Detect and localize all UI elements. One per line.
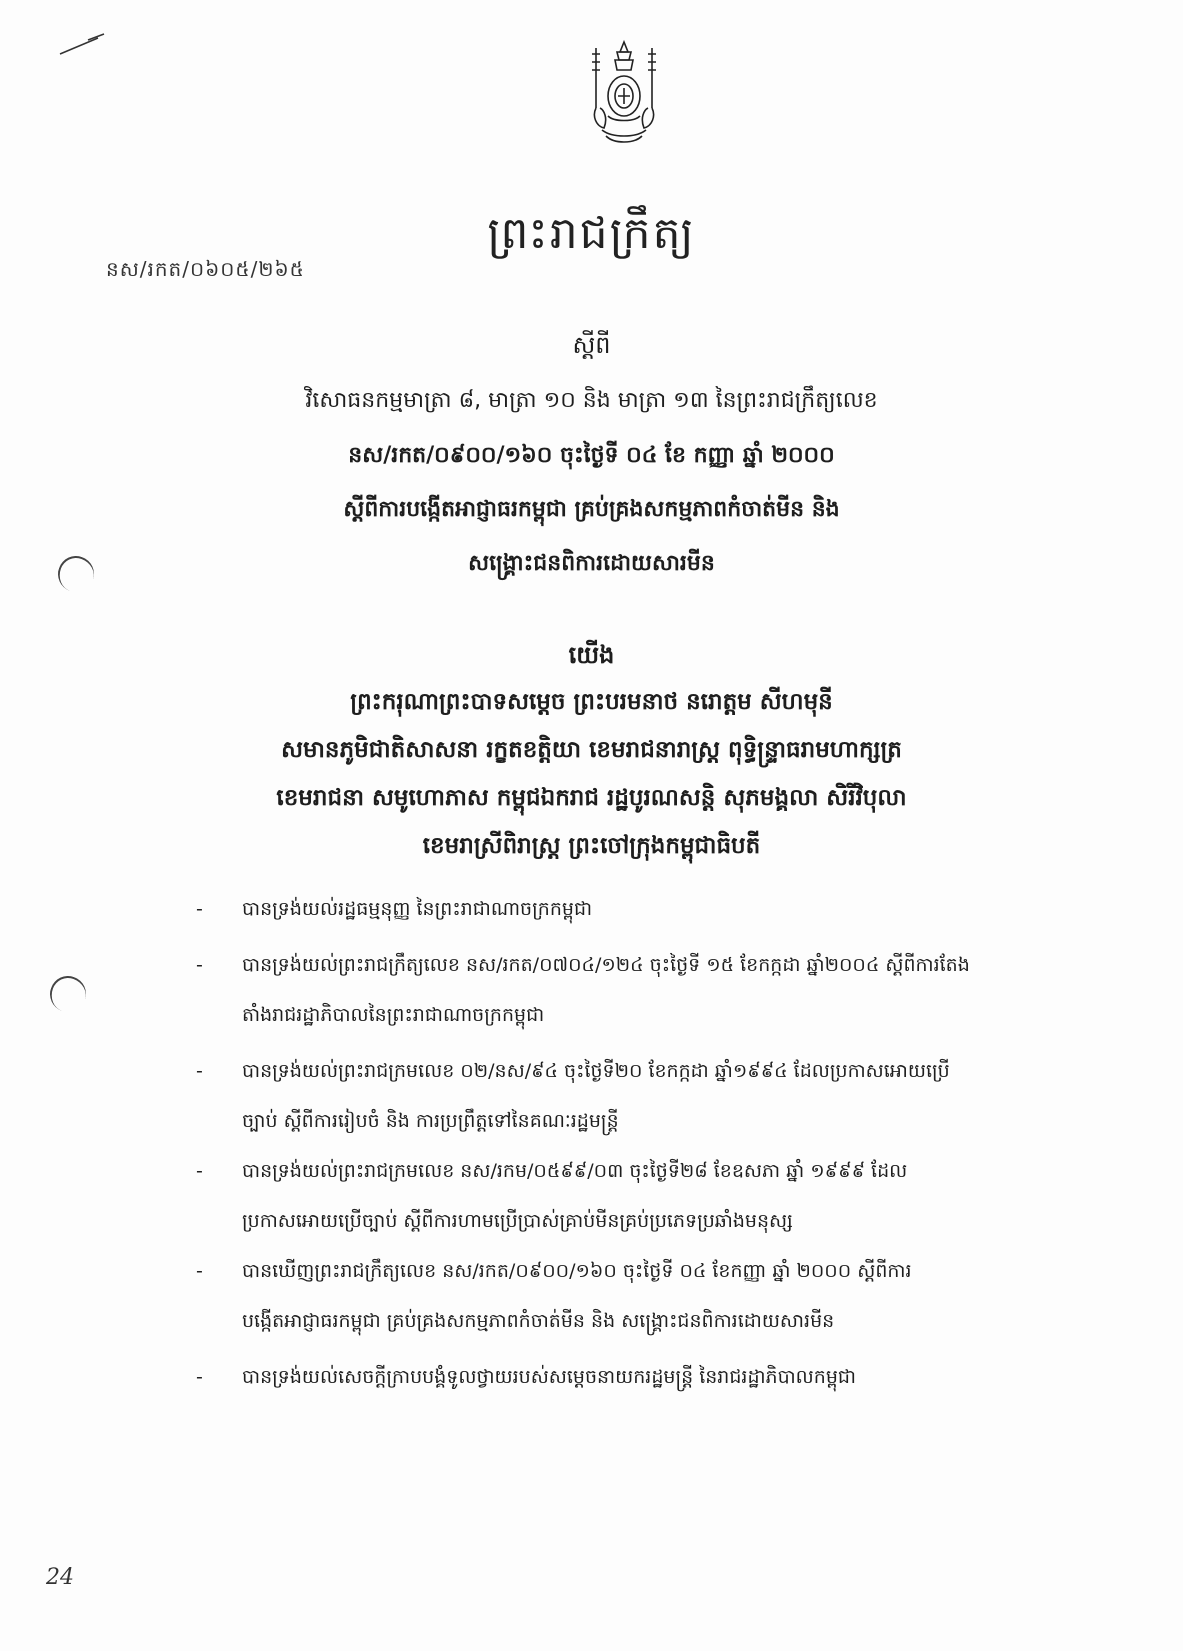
consideration-item xyxy=(196,1146,1088,1246)
consideration-line: បានទ្រង់យល់ព្រះរាជក្រមលេខ ០២/នស/៩៤ ចុះថ្ងៃទី២០ ខែកក្កដា ឆ្នាំ១៩៩៤ ដែលប្រកាសអោយប្រើ xyxy=(242,1060,950,1082)
list-dash: - xyxy=(196,1260,203,1282)
punch-hole-mark xyxy=(45,971,91,1017)
page-marker: 24 xyxy=(46,1565,74,1590)
consideration-line: បានទ្រង់យល់សេចក្ដីក្រាបបង្គំទូលថ្វាយរបស់សម្ដេចនាយករដ្ឋមន្ត្រី នៃរាជរដ្ឋាភិបាលកម្ពុជា xyxy=(242,1366,856,1388)
subject-line: វិសោធនកម្មមាត្រា ៨, មាត្រា ១០ និង មាត្រា ១៣ នៃព្រះរាជក្រឹត្យលេខ xyxy=(305,388,878,413)
list-dash: - xyxy=(196,898,203,920)
consideration-line: បានឃើញព្រះរាជក្រឹត្យលេខ នស/រកត/០៩០០/១៦០ ចុះថ្ងៃទី ០៤ ខែកញ្ញា ឆ្នាំ ២០០០ ស្ដីពីការ xyxy=(242,1260,912,1282)
reference-number: នស/រកត/០៦០៥/២៦៥ xyxy=(106,257,305,281)
pen-mark-icon xyxy=(58,30,118,60)
subject-line: នស/រកត/០៩០០/១៦០ ចុះថ្ងៃទី ០៤ ខែ កញ្ញា ឆ្នាំ ២០០០ xyxy=(348,443,835,468)
consideration-line: បានទ្រង់យល់រដ្ឋធម្មនុញ្ញ នៃព្រះរាជាណាចក្រកម្ពុជា xyxy=(242,898,593,920)
consideration-line: ច្បាប់ ស្ដីពីការរៀបចំ និង ការប្រព្រឹត្តទៅនៃគណៈរដ្ឋមន្ត្រី xyxy=(242,1110,619,1132)
consideration-item xyxy=(196,1352,1088,1402)
royal-coat-of-arms-icon xyxy=(582,38,666,150)
consideration-line: បានទ្រង់យល់ព្រះរាជក្រឹត្យលេខ នស/រកត/០៧០៤/១២៤ ចុះថ្ងៃទី ១៥ ខែកក្កដា ឆ្នាំ២០០៤ ស្ដីពីការតែង xyxy=(242,954,970,976)
consideration-item xyxy=(196,940,1088,1040)
consideration-line: បង្កើតអាជ្ញាធរកម្ពុជា គ្រប់គ្រងសកម្មភាពកំចាត់មីន និង សង្គ្រោះជនពិការដោយសារមីន xyxy=(242,1310,835,1332)
we-label: យើង xyxy=(568,641,615,669)
list-dash: - xyxy=(196,1366,203,1388)
subject-line: ស្ដីពីការបង្កើតអាជ្ញាធរកម្ពុជា គ្រប់គ្រងសកម្មភាពកំចាត់មីន និង xyxy=(343,497,840,522)
king-title-line: ខេមរាជនា សមូហោភាស កម្ពុជឯករាជ រដ្ឋបូរណសន្តិ សុភមង្គលា សិរីវិបុលា xyxy=(276,785,907,811)
king-title-line: សមានភូមិជាតិសាសនា រក្ខតខត្តិយា ខេមរាជនារាស្ត្រ ពុទ្ធិន្ទ្រាធរាមហាក្សត្រ xyxy=(281,737,902,763)
consideration-item xyxy=(196,884,1088,934)
list-dash: - xyxy=(196,1060,203,1082)
consideration-line: ប្រកាសអោយប្រើច្បាប់ ស្ដីពីការហាមប្រើប្រាស់គ្រាប់មីនគ្រប់ប្រភេទប្រឆាំងមនុស្ស xyxy=(242,1210,793,1232)
consideration-line: បានទ្រង់យល់ព្រះរាជក្រមលេខ នស/រកម/០៥៩៩/០៣ ចុះថ្ងៃទី២៨ ខែឧសភា ឆ្នាំ ១៩៩៩ ដែល xyxy=(242,1160,908,1182)
consideration-item xyxy=(196,1046,1088,1146)
consideration-item xyxy=(196,1246,1088,1346)
list-dash: - xyxy=(196,1160,203,1182)
subject-label: ស្ដីពី xyxy=(572,331,611,359)
list-dash: - xyxy=(196,954,203,976)
considerations-list xyxy=(196,884,1088,1402)
king-title-line: ខេមរាស្រីពិរាស្ត្រ ព្រះចៅក្រុងកម្ពុជាធិបតី xyxy=(422,833,761,859)
document-title: ព្រះរាជក្រឹត្យ xyxy=(487,208,696,259)
consideration-line: តាំងរាជរដ្ឋាភិបាលនៃព្រះរាជាណាចក្រកម្ពុជា xyxy=(242,1004,545,1026)
subject-line: សង្គ្រោះជនពិការដោយសារមីន xyxy=(468,551,715,576)
king-title-line: ព្រះករុណាព្រះបាទសម្ដេច ព្រះបរមនាថ នរោត្ដម សីហមុនី xyxy=(350,689,833,715)
